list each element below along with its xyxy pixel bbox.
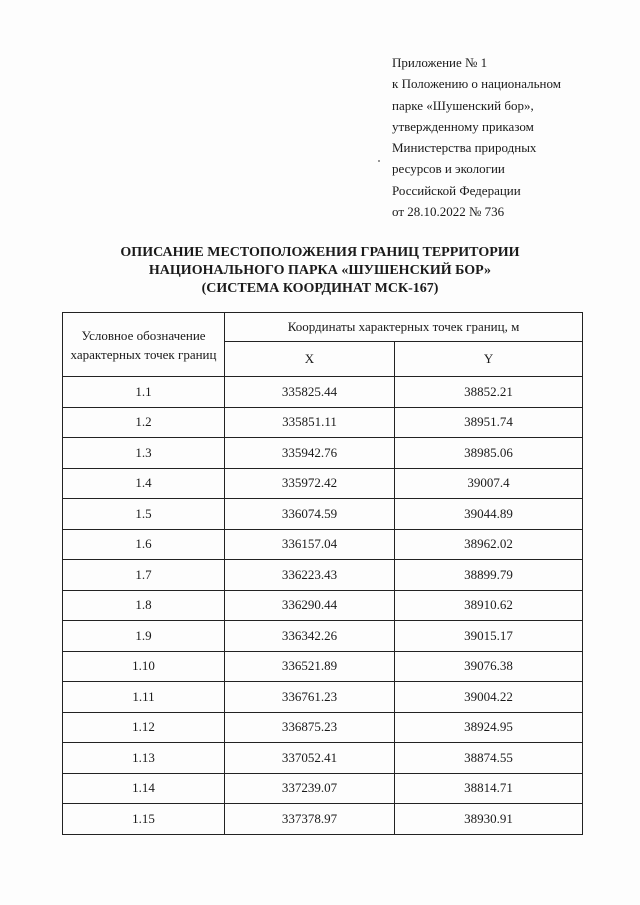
title-line: (СИСТЕМА КООРДИНАТ МСК-167): [201, 281, 439, 296]
table-row: [63, 377, 583, 408]
table-row: [63, 499, 583, 530]
title-line: НАЦИОНАЛЬНОГО ПАРКА «ШУШЕНСКИЙ БОР»: [148, 263, 492, 278]
appendix-line: Министерства природных: [392, 140, 537, 156]
appendix-line: Приложение № 1: [392, 55, 488, 70]
point-code-cell: 1.13: [63, 743, 225, 774]
appendix-line: парке «Шушенский бор»,: [392, 97, 534, 113]
x-coordinate-cell: 336074.59: [225, 499, 395, 530]
point-code-cell: 1.11: [63, 682, 225, 713]
header-point-code: Условное обозначение характерных точек границ: [63, 313, 225, 377]
table-row: [63, 560, 583, 591]
x-coordinate-cell: 336521.89: [225, 651, 395, 682]
table-row: [63, 407, 583, 438]
y-coordinate-cell: 38874.55: [395, 743, 583, 774]
x-coordinate-cell: 336875.23: [225, 712, 395, 743]
y-coordinate-cell: 38910.62: [395, 590, 583, 621]
appendix-line: Российской Федерации: [392, 182, 521, 198]
header-coordinates: Координаты характерных точек границ, м: [225, 313, 583, 342]
point-code-cell: 1.5: [63, 499, 225, 530]
appendix-line: от 28.10.2022 № 736: [392, 204, 505, 220]
title-line: ОПИСАНИЕ МЕСТОПОЛОЖЕНИЯ ГРАНИЦ ТЕРРИТОРИИ: [120, 245, 520, 260]
x-coordinate-cell: 336290.44: [225, 590, 395, 621]
x-coordinate-cell: 336342.26: [225, 621, 395, 652]
table-header-row: [63, 313, 583, 342]
table-row: [63, 621, 583, 652]
point-code-cell: 1.12: [63, 712, 225, 743]
x-coordinate-cell: 335942.76: [225, 438, 395, 469]
table-row: [63, 438, 583, 469]
point-code-cell: 1.10: [63, 651, 225, 682]
appendix-line: утвержденному приказом: [392, 118, 534, 134]
coordinates-table: [62, 312, 583, 835]
y-coordinate-cell: 38899.79: [395, 560, 583, 591]
x-coordinate-cell: 336761.23: [225, 682, 395, 713]
appendix-line: ресурсов и экологии: [392, 161, 505, 177]
y-coordinate-cell: 39007.4: [395, 468, 583, 499]
table-row: [63, 590, 583, 621]
x-coordinate-cell: 335972.42: [225, 468, 395, 499]
header-y: Y: [395, 342, 583, 377]
table-row: [63, 651, 583, 682]
y-coordinate-cell: 38951.74: [395, 407, 583, 438]
y-coordinate-cell: 39015.17: [395, 621, 583, 652]
point-code-cell: 1.3: [63, 438, 225, 469]
point-code-cell: 1.4: [63, 468, 225, 499]
appendix-line: к Положению о национальном: [392, 76, 561, 92]
x-coordinate-cell: 337378.97: [225, 804, 395, 835]
table-row: [63, 743, 583, 774]
y-coordinate-cell: 38814.71: [395, 773, 583, 804]
point-code-cell: 1.9: [63, 621, 225, 652]
point-code-cell: 1.6: [63, 529, 225, 560]
point-code-cell: 1.8: [63, 590, 225, 621]
y-coordinate-cell: 39004.22: [395, 682, 583, 713]
scan-speck: [378, 160, 380, 162]
y-coordinate-cell: 38985.06: [395, 438, 583, 469]
y-coordinate-cell: 38962.02: [395, 529, 583, 560]
table-row: [63, 682, 583, 713]
point-code-cell: 1.7: [63, 560, 225, 591]
table-row: [63, 529, 583, 560]
y-coordinate-cell: 38924.95: [395, 712, 583, 743]
appendix-note: [392, 52, 632, 222]
y-coordinate-cell: 38930.91: [395, 804, 583, 835]
x-coordinate-cell: 335851.11: [225, 407, 395, 438]
x-coordinate-cell: 336223.43: [225, 560, 395, 591]
table-row: [63, 804, 583, 835]
point-code-cell: 1.15: [63, 804, 225, 835]
point-code-cell: 1.2: [63, 407, 225, 438]
point-code-cell: 1.1: [63, 377, 225, 408]
x-coordinate-cell: 335825.44: [225, 377, 395, 408]
x-coordinate-cell: 336157.04: [225, 529, 395, 560]
document-title: [60, 244, 580, 298]
table-body: [63, 377, 583, 835]
point-code-cell: 1.14: [63, 773, 225, 804]
y-coordinate-cell: 39044.89: [395, 499, 583, 530]
x-coordinate-cell: 337052.41: [225, 743, 395, 774]
y-coordinate-cell: 39076.38: [395, 651, 583, 682]
header-x: X: [225, 342, 395, 377]
table-row: [63, 712, 583, 743]
table-row: [63, 468, 583, 499]
y-coordinate-cell: 38852.21: [395, 377, 583, 408]
x-coordinate-cell: 337239.07: [225, 773, 395, 804]
table-row: [63, 773, 583, 804]
